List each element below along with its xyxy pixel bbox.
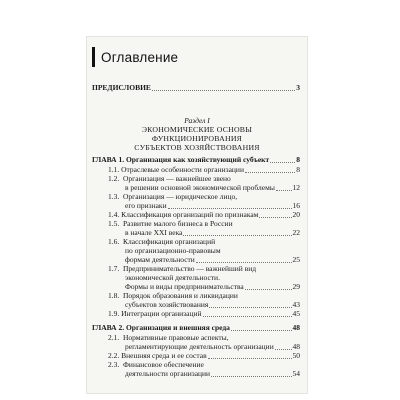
- item-number: 2.2.: [108, 351, 120, 360]
- leader-dots: [275, 349, 292, 350]
- leader-dots: [245, 172, 295, 173]
- item-number: 1.5.: [108, 219, 120, 228]
- item-title-cont: Формы и виды предпринимательства: [125, 282, 244, 291]
- item-number: 1.2.: [108, 174, 120, 183]
- leader-dots: [183, 235, 291, 236]
- toc-entry-1-6-line-2: по организационно-правовым: [125, 246, 221, 255]
- toc-entry-preface[interactable]: [92, 84, 300, 93]
- leader-dots: [211, 376, 291, 377]
- item-title: Внешняя среда и ее состав: [121, 351, 207, 360]
- leader-dots: [203, 316, 292, 317]
- page-number: 22: [292, 228, 300, 237]
- item-number: 1.8.: [108, 291, 120, 300]
- item-title: Отраслевые особенности организации: [121, 165, 244, 174]
- item-title: Классификация организаций по признакам: [121, 210, 259, 219]
- page-title: Оглавление: [101, 49, 179, 65]
- item-title: Финансовое обеспечение: [123, 360, 204, 369]
- item-title: Развитие малого бизнеса в России: [123, 219, 233, 228]
- item-number: 2.3.: [108, 360, 120, 369]
- item-title-cont: субъектов хозяйствования: [125, 300, 209, 309]
- page-number: 8: [296, 155, 300, 164]
- page-number: 29: [292, 282, 300, 291]
- leader-dots: [196, 262, 292, 263]
- item-title-cont: в решении основной экономической проблемы: [125, 183, 275, 192]
- item-title: Порядок образования и ликвидации: [123, 291, 238, 300]
- chapter-title: Организация как хозяйствующий субъект: [125, 155, 270, 164]
- item-number: 2.1.: [108, 333, 120, 342]
- item-title: Нормативные правовые аспекты,: [123, 333, 229, 342]
- leader-dots: [231, 330, 292, 331]
- leader-dots: [270, 162, 295, 163]
- item-title-cont: в начале XXI века: [125, 228, 183, 237]
- page-number: 8: [296, 165, 300, 174]
- section-label: Раздел I: [184, 116, 210, 125]
- chapter-number: ГЛАВА 2.: [92, 323, 125, 332]
- item-number: 1.1.: [108, 165, 120, 174]
- item-title-cont: формам деятельности: [125, 255, 195, 264]
- page-number: 12: [292, 183, 300, 192]
- item-title: Предпринимательство — важнейший вид: [123, 264, 257, 273]
- leader-dots: [208, 358, 292, 359]
- item-title: Классификация организаций: [123, 237, 216, 246]
- item-title-cont: регламентирующие деятельность организации: [125, 342, 274, 351]
- leader-dots: [209, 307, 291, 308]
- item-title: Организация — важнейшее звено: [123, 174, 231, 183]
- item-title-cont: деятельности организации: [125, 369, 211, 378]
- page-number: 54: [292, 369, 300, 378]
- toc-entry-2-3[interactable]: [125, 370, 300, 379]
- page-number: 48: [292, 323, 300, 332]
- page-number: 43: [292, 300, 300, 309]
- entry-label: ПРЕДИСЛОВИЕ: [92, 83, 151, 92]
- toc-entry-chapter-2[interactable]: [92, 324, 300, 333]
- leader-dots: [168, 208, 292, 209]
- toc-page: [86, 36, 308, 394]
- page-number: 50: [292, 351, 300, 360]
- leader-dots: [245, 289, 292, 290]
- page-number: 48: [292, 342, 300, 351]
- title-bar-decoration: [92, 47, 95, 67]
- section-heading: [86, 116, 308, 152]
- leader-dots: [152, 90, 295, 91]
- item-number: 1.7.: [108, 264, 120, 273]
- toc-header: [92, 46, 178, 68]
- page-number: 3: [296, 83, 300, 92]
- toc-entry-1-9[interactable]: [108, 310, 300, 319]
- page-number: 16: [292, 201, 300, 210]
- page-number: 20: [292, 210, 300, 219]
- leader-dots: [259, 217, 291, 218]
- item-title: Интеграции организаций: [121, 309, 202, 318]
- chapter-title: Организация и внешняя среда: [125, 323, 230, 332]
- item-number: 1.3.: [108, 192, 120, 201]
- item-title-cont: его признаки: [125, 201, 167, 210]
- page-number: 45: [292, 309, 300, 318]
- item-number: 1.9.: [108, 309, 120, 318]
- item-number: 1.4.: [108, 210, 120, 219]
- item-number: 1.6.: [108, 237, 120, 246]
- page-number: 25: [292, 255, 300, 264]
- chapter-number: ГЛАВА 1.: [92, 155, 125, 164]
- item-title: Организация — юридическое лицо,: [123, 192, 238, 201]
- section-title-line: ФУНКЦИОНИРОВАНИЯ: [151, 134, 243, 143]
- section-title-line: СУБЪЕКТОВ ХОЗЯЙСТВОВАНИЯ: [134, 143, 260, 152]
- leader-dots: [276, 190, 292, 191]
- toc-entry-chapter-1[interactable]: [92, 156, 300, 165]
- section-title-line: ЭКОНОМИЧЕСКИЕ ОСНОВЫ: [141, 125, 253, 134]
- toc-entry-1-7-line-2: экономической деятельности.: [125, 273, 220, 282]
